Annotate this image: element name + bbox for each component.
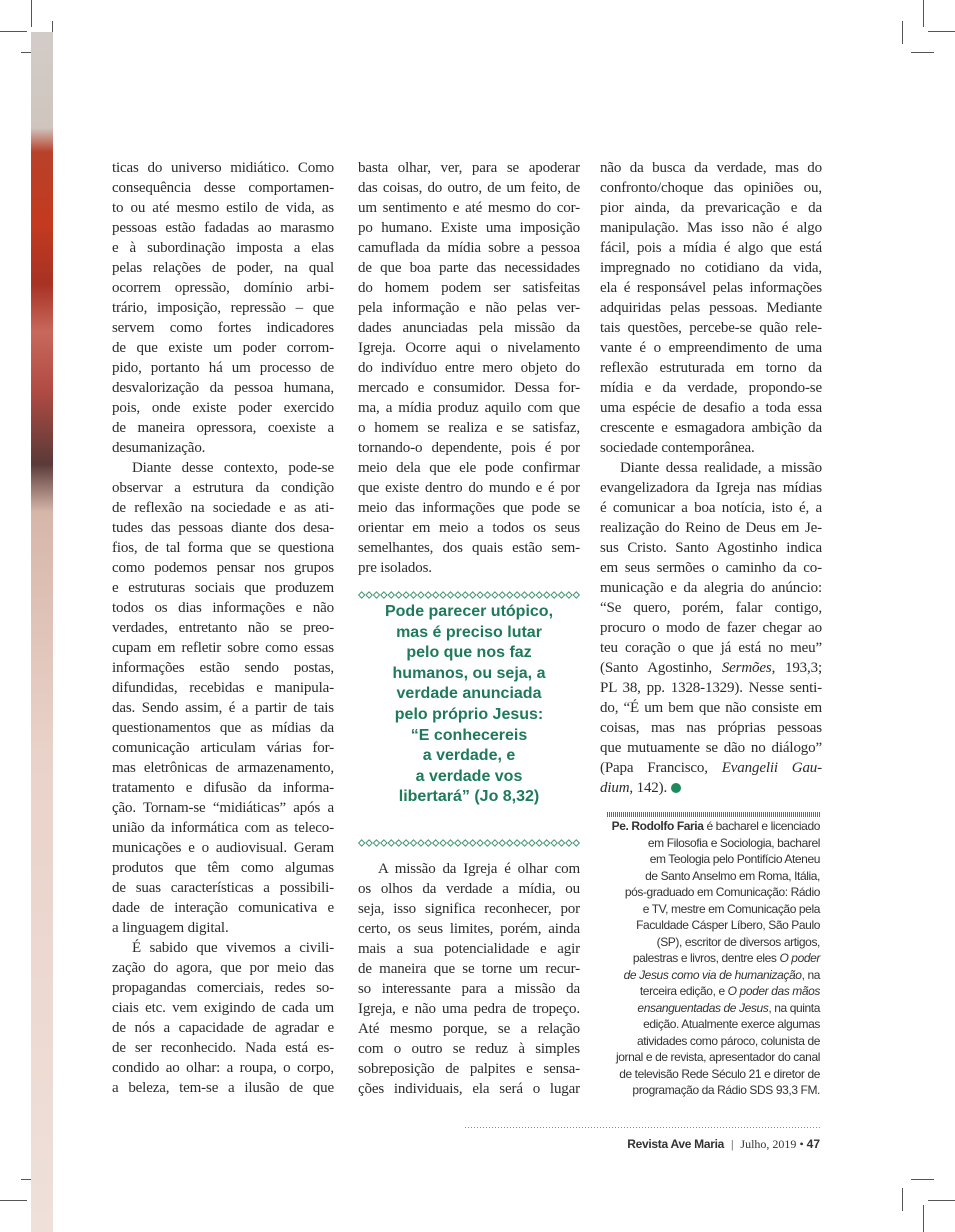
text-segment: programação da Rádio SDS 93,3 FM.: [632, 1083, 820, 1097]
text-segment: terceira edição, e: [639, 984, 728, 998]
text-line: mídia e da verdade, propondo-se: [600, 380, 822, 396]
text-line: vante é o empreendimento de uma: [600, 340, 822, 356]
bio-line: [598, 917, 820, 934]
text-segment: , na quinta: [768, 1000, 820, 1015]
text-line: meio das informações que pode se: [358, 500, 580, 516]
text-line: A missão da Igreja é olhar com: [378, 861, 580, 877]
paragraph: [112, 158, 334, 458]
crop-mark: [0, 31, 27, 32]
text-line: po humano. Existe uma imposição: [358, 220, 580, 236]
text-segment: dium: [600, 780, 630, 796]
pull-quote: [358, 602, 580, 808]
text-line: pido, portanto há um processo de: [112, 360, 334, 376]
text-line: das. Sendo assim, é a partir de tais: [112, 700, 334, 716]
crop-mark: [902, 1188, 903, 1211]
text-segment: de Jesus como via de humanização: [623, 967, 802, 982]
text-line: evangelizadora da Igreja nas mídias: [600, 480, 822, 496]
bio-line: [598, 901, 820, 918]
text-segment: Sermões: [721, 660, 772, 676]
pull-quote-line: libertará” (Jo 8,32): [398, 788, 540, 806]
text-line: do, “É um bem que não consiste em: [600, 700, 822, 716]
text-segment: atividades como pároco, colunista de: [636, 1033, 820, 1048]
text-segment: , 193,3;: [771, 660, 822, 676]
text-line: de reflexão na sociedade e as ati-: [112, 500, 334, 516]
text-line: e estruturas sociais que produzem: [112, 580, 334, 596]
end-of-article-dot-icon: [671, 783, 681, 793]
text-line: e à subordinação imposta a elas: [112, 240, 334, 256]
text-line: teu coração o que já está no meu”: [600, 640, 822, 656]
text-line: tratamento e difusão da informa-: [112, 780, 334, 796]
paragraph: [358, 158, 580, 578]
text-line: confronto/choque das opiniões ou,: [600, 180, 822, 196]
text-line: orientar em meio a todos os seus: [358, 520, 580, 536]
text-line: servem como fortes indicadores: [112, 320, 334, 336]
text-line: produtos que têm como algumas: [112, 860, 334, 876]
text-line: os olhos da verdade a mídia, ou: [358, 881, 580, 897]
text-line: desumanização.: [112, 440, 206, 456]
bio-line: [598, 950, 820, 967]
text-line: ocorrem opressão, domínio arbi-: [112, 280, 334, 296]
article-column-2-top: [358, 158, 580, 578]
text-line: pelas relações de poder, na qual: [112, 260, 334, 276]
text-line: informações estão sendo postas,: [112, 660, 334, 676]
text-line: impregnado no cotidiano da vida,: [600, 260, 822, 276]
bio-line: [598, 934, 820, 951]
text-line: sobreposição de palpites e sensa-: [358, 1061, 580, 1077]
pull-quote-line: a verdade, e: [422, 747, 516, 765]
text-line: [600, 778, 822, 798]
text-line: PL 38, pp. 1328-1329). Nesse senti-: [600, 680, 822, 696]
text-line: fios, de tal forma que se questiona: [112, 540, 334, 556]
text-segment: Faculdade Cásper Líbero, São Paulo: [636, 918, 820, 932]
text-segment: de Santo Anselmo em Roma, Itália,: [645, 868, 820, 883]
text-line: difundidas, recebidas e manipula-: [112, 680, 334, 696]
text-line: fácil, pois a mídia é algo que está: [600, 240, 822, 256]
text-line: de que existe um poder corrom-: [112, 340, 334, 356]
text-line: pessoas estão fadadas ao marasmo: [112, 220, 334, 236]
text-line: como podemos pensar nos grupos: [112, 560, 334, 576]
text-segment: , 142).: [629, 780, 668, 796]
text-line: seja, isso significa reconhecer, por: [358, 901, 580, 917]
text-segment: pós-graduado em Comunicação: Rádio: [624, 885, 820, 899]
text-line: procuro o modo de fazer chegar ao: [600, 620, 822, 636]
text-line: coisas, mas nas próprias pessoas: [600, 720, 822, 736]
text-line: todos os dias informações e não: [112, 600, 334, 616]
text-segment: é bacharel e licenciado: [703, 819, 820, 833]
crop-mark: [31, 0, 32, 27]
photo-strip-image: [31, 32, 53, 1232]
text-line: questionamentos que as mídias da: [112, 720, 334, 736]
text-line: basta olhar, ver, para se apoderar: [358, 160, 580, 176]
text-segment: Evangelii Gau-: [721, 760, 822, 776]
text-line: que mutuamente se dão no diálogo”: [600, 740, 822, 756]
text-line: de que boa parte das necessidades: [358, 260, 580, 276]
text-line: sociedade contemporânea.: [600, 440, 755, 456]
footer-bullet: •: [799, 1137, 804, 1151]
article-column-2-bottom: [358, 859, 580, 1099]
text-line: semelhantes, dos quais estão sem-: [358, 540, 580, 556]
text-line: em seus sermões o caminho da co-: [600, 560, 822, 576]
bio-line: [598, 1000, 820, 1017]
text-line: do indivíduo entre mero objeto do: [358, 360, 580, 376]
text-line: certo, os seus limites, porém, ainda: [358, 921, 580, 937]
bio-line: [598, 884, 820, 901]
text-line: ela é responsável pelas informações: [600, 280, 822, 296]
article-column-1: [112, 158, 334, 1098]
text-segment: de televisão Rede Século 21 e diretor de: [619, 1066, 820, 1081]
text-line: so interessante para a missão da: [358, 981, 580, 997]
text-line: adquiridas pelas pessoas. Mediante: [600, 300, 822, 316]
text-segment: O poder: [779, 951, 820, 965]
bio-line: [598, 1033, 820, 1050]
text-line: É sabido que vivemos a civili-: [132, 940, 334, 956]
text-line: observar a estrutura da condição: [112, 480, 334, 496]
author-name: Pe. Rodolfo Faria: [611, 819, 704, 833]
crop-mark: [928, 1200, 955, 1201]
text-segment: em Teologia pelo Pontifício Ateneu: [649, 852, 820, 866]
text-segment: palestras e livros, dentre eles: [632, 951, 780, 965]
crop-mark: [928, 31, 955, 32]
text-line: de maneira que se torne um recur-: [358, 961, 580, 977]
author-bio: [598, 818, 820, 1099]
paragraph: [112, 938, 334, 1098]
page-footer: [627, 1137, 820, 1152]
text-line: uma espécie de desafio a toda essa: [600, 400, 822, 416]
text-line: com o outro se reduz à simples: [358, 1041, 580, 1057]
crop-mark: [902, 21, 903, 44]
text-line: que existe dentro do mundo e é por: [358, 480, 580, 496]
text-segment: , na: [801, 967, 820, 982]
text-line: das coisas, do outro, de um feito, de: [358, 180, 580, 196]
footer-divider: [465, 1127, 820, 1128]
text-line: ticas do universo midiático. Como: [112, 160, 334, 176]
text-line: municações e o audiovisual. Geram: [112, 840, 334, 856]
text-line: propagandas comerciais, redes so-: [112, 980, 334, 996]
text-segment: (Santo Agostinho,: [600, 660, 722, 676]
text-line: municação e da alegria do anúncio:: [600, 580, 822, 596]
bio-line: [598, 1082, 820, 1099]
bio-line: [598, 835, 820, 852]
text-line: tornando-o dependente, pois é por: [358, 440, 580, 456]
paragraph: [112, 458, 334, 938]
text-line: ciais etc. vem exigindo de cada um: [112, 1000, 334, 1016]
bio-line: [598, 967, 820, 984]
text-line: de ser reconhecido. Nada está es-: [112, 1040, 334, 1056]
text-line: pela informação e não pelas ver-: [358, 300, 580, 316]
paragraph: [358, 859, 580, 1099]
bio-divider: [607, 812, 820, 817]
text-line: de maneira opressora, coexiste a: [112, 420, 334, 436]
text-segment: jornal e de revista, apresentador do canal: [615, 1050, 820, 1064]
text-line: Igreja, e não uma pedra de tropeço.: [358, 1001, 580, 1017]
text-line: Igreja. Ocorre aqui o nivelamento: [358, 340, 580, 356]
text-line: mas eletrônicas de armazenamento,: [112, 760, 334, 776]
text-segment: O poder das mãos: [727, 984, 820, 998]
text-line: [600, 658, 822, 678]
issue-date: Julho, 2019: [740, 1137, 797, 1151]
text-line: mercado e consumidor. Dessa for-: [358, 380, 580, 396]
text-line: o homem se realiza e se satisfaz,: [358, 420, 580, 436]
bio-line: [598, 1016, 820, 1033]
text-line: crescente e esmagadora ambição da: [600, 420, 822, 436]
text-line: sus Cristo. Santo Agostinho indica: [600, 540, 822, 556]
footer-separator: |: [731, 1137, 734, 1151]
bio-line: [598, 851, 820, 868]
text-line: trário, imposição, repressão – que: [112, 300, 334, 316]
paragraph: [600, 158, 822, 458]
text-line: união da informática com as teleco-: [112, 820, 334, 836]
text-line: dade de interação comunicativa e: [112, 900, 334, 916]
text-line: meio dela que ele pode confirmar: [358, 460, 580, 476]
text-line: “Se quero, porém, falar contigo,: [600, 600, 822, 616]
crop-mark: [0, 1200, 27, 1201]
crop-mark: [923, 0, 924, 27]
text-segment: (SP), escritor de diversos artigos,: [656, 934, 820, 949]
text-line: do homem podem ser satisfeitas: [358, 280, 580, 296]
diamond-divider-top: [358, 591, 580, 599]
text-line: Até mesmo porque, se a relação: [358, 1021, 580, 1037]
text-line: [600, 758, 822, 778]
text-line: to ou até mesmo estilo de vida, as: [112, 200, 334, 216]
pull-quote-line: “E conhecereis: [410, 726, 528, 744]
text-line: mais a sua potencialidade e agir: [358, 941, 580, 957]
page-number: 47: [806, 1137, 820, 1151]
text-line: de nós a capacidade de agradar e: [112, 1020, 334, 1036]
text-line: Diante desse contexto, pode-se: [132, 460, 334, 476]
bio-line: [598, 818, 820, 835]
pull-quote-line: pelo próprio Jesus:: [394, 705, 544, 723]
text-line: realização do Reino de Deus em Je-: [600, 520, 822, 536]
pull-quote-line: mas é preciso lutar: [396, 623, 542, 641]
text-line: condido ao olhar: a roupa, o corpo,: [112, 1060, 334, 1076]
text-line: desvalorização da pessoa humana,: [112, 380, 334, 396]
text-line: dades anunciadas pela missão da: [358, 320, 580, 336]
text-line: pre isolados.: [358, 560, 432, 576]
text-line: reflexão estruturada em torno da: [600, 360, 822, 376]
bio-line: [598, 868, 820, 885]
text-line: cupam em refletir sobre como essas: [112, 640, 334, 656]
text-line: Diante dessa realidade, a missão: [620, 460, 822, 476]
text-line: ções individuais, ela será o lugar: [358, 1081, 580, 1097]
text-line: a beleza, tem-se a ilusão de que: [112, 1080, 334, 1096]
paragraph: [600, 458, 822, 798]
bio-line: [598, 1049, 820, 1066]
text-line: consequência desse comportamen-: [112, 180, 334, 196]
text-line: de suas características a possibili-: [112, 880, 334, 896]
text-line: ma, a mídia produz aquilo com que: [358, 400, 580, 416]
text-line: um sentimento e até mesmo do cor-: [358, 200, 580, 216]
text-segment: e TV, mestre em Comunicação pela: [642, 901, 820, 916]
pull-quote-line: humanos, ou seja, a: [392, 664, 546, 682]
text-segment: edição. Atualmente exerce algumas: [643, 1017, 820, 1031]
text-line: a linguagem digital.: [112, 920, 229, 936]
text-line: verdades, entretanto não se preo-: [112, 620, 334, 636]
text-segment: em Filosofia e Sociologia, bacharel: [647, 835, 820, 850]
text-line: pois, onde existe poder exercido: [112, 400, 334, 416]
text-line: pior ainda, da prevaricação e da: [600, 200, 822, 216]
text-line: é comunicar a boa notícia, isto é, a: [600, 500, 822, 516]
article-column-3: [600, 158, 822, 798]
text-segment: (Papa Francisco,: [600, 760, 722, 776]
text-line: camuflada da mídia sobre a pessoa: [358, 240, 580, 256]
text-segment: ensanguentadas de Jesus: [637, 1000, 769, 1015]
crop-mark: [911, 52, 934, 53]
text-line: tudes das pessoas diante dos desa-: [112, 520, 334, 536]
pull-quote-line: a verdade vos: [415, 767, 523, 785]
pull-quote-line: Pode parecer utópico,: [384, 603, 554, 620]
crop-mark: [923, 1205, 924, 1232]
pull-quote-line: pelo que nos faz: [406, 644, 532, 662]
crop-mark: [911, 1179, 934, 1180]
diamond-divider-bottom: [358, 839, 580, 847]
text-line: não da busca da verdade, mas do: [600, 160, 822, 176]
text-line: zação do agora, que por meio das: [112, 960, 334, 976]
bio-line: [598, 983, 820, 1000]
bio-line: [598, 1066, 820, 1083]
text-line: comunicação articulam várias for-: [112, 740, 334, 756]
magazine-name: Revista Ave Maria: [627, 1137, 725, 1151]
text-line: tais questões, percebe-se quão rele-: [600, 320, 822, 336]
text-line: ção. Tornam-se “midiáticas” após a: [112, 800, 334, 816]
text-line: manipulação. Mas isso não é algo: [600, 220, 822, 236]
pull-quote-line: verdade anunciada: [396, 685, 542, 703]
